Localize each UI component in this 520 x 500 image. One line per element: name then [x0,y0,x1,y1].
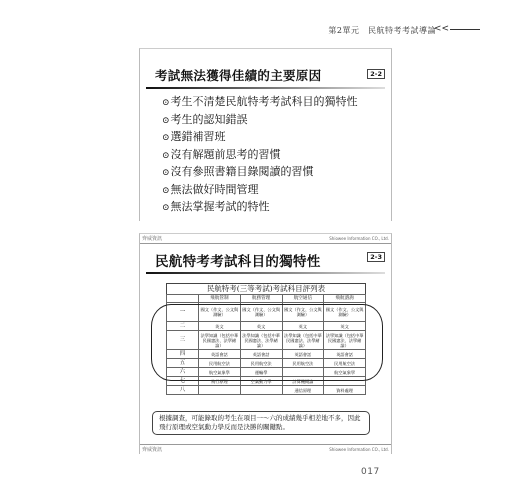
list-item: ⊙無法掌握考試的特性 [162,200,270,213]
table-cell: 空氣動力學 [240,377,282,386]
table-cell [282,368,324,377]
row-index: 五 [167,359,199,368]
table-cell: 航空氣象學 [324,368,366,377]
table-cell: 英語會話 [282,350,324,359]
brand-name: 齊威資訊 [142,447,163,453]
list-item: ⊙沒有解題前思考的習慣 [162,147,281,161]
table-cell: 航空氣象學 [199,368,241,377]
subjects-table [166,283,366,395]
title-divider [146,272,385,274]
slide-title: 考試無法獲得佳績的主要原因 [155,68,322,83]
table-cell: 英語會話 [240,350,282,359]
list-item: ⊙沒有參照書籍目錄閱讀的習慣 [162,165,314,178]
table-cell: 國文（作文、公文與測驗） [240,303,282,322]
table-cell: 通信原理 [282,386,324,395]
table-row [167,350,366,359]
row-index: 八 [167,386,199,395]
table-cell: 英文 [240,322,282,331]
table-row [167,386,366,395]
circle-dot-bullet-icon: ⊙ [162,98,170,108]
slide-subjects [139,233,392,454]
row-index: 三 [167,331,199,350]
header-cell: 飛航諮詢 [324,295,366,303]
slide-top-bar [140,234,391,244]
circle-dot-bullet-icon: ⊙ [162,150,170,161]
chapter-title: 第2單元 民航特考考試導論 [328,26,436,35]
list-item: ⊙無法做好時間管理 [162,182,259,196]
company-name: Shiowee Information CO., Ltd. [329,236,389,241]
circle-dot-bullet-icon: ⊙ [162,185,170,196]
header-cell: 航務管理 [240,295,282,303]
table-cell: 國文（作文、公文與測驗） [199,303,241,322]
slide-bottom-bar [140,444,391,454]
circle-dot-bullet-icon: ⊙ [162,203,170,213]
slide-number-badge: 2-3 [367,252,385,262]
table-cell: 民用航空法 [282,359,324,368]
table-row [167,303,366,322]
table-cell: 民用航空法 [324,359,366,368]
row-index: 四 [167,350,199,359]
title-divider [146,87,385,89]
table-cell: 法學知識（包括中華民國憲法、法學緒論） [240,331,282,350]
row-index: 一 [167,303,199,322]
table-cell: 英文 [324,322,366,331]
slide-causes [139,48,392,221]
header-arrow-icon: << [434,24,480,34]
reasons-list [162,94,358,217]
table-row [167,331,366,350]
table-cell: 民用航空法 [240,359,282,368]
table-row [167,322,366,331]
table-cell: 英語會話 [199,350,241,359]
table-cell [199,386,241,395]
table-cell: 法學知識（包括中華民國憲法、法學緒論） [282,331,324,350]
list-item: ⊙選錯補習班 [162,130,226,143]
table-cell: 法學知識（包括中華民國憲法、法學緒論） [324,331,366,350]
circle-dot-bullet-icon: ⊙ [162,115,170,126]
table-row [167,377,366,386]
table-header-row [167,295,366,303]
list-item: ⊙考生不清楚民航特考考試科目的獨特性 [162,95,358,108]
table-cell: 英文 [199,322,241,331]
table-cell: 飛行原理 [199,377,241,386]
slide-number-badge: 2-2 [367,69,385,79]
table-cell: 國文（作文、公文與測驗） [324,303,366,322]
slide-title: 民航特考考試科目的獨特性 [155,254,321,270]
brand-name: 齊威資訊 [142,236,163,242]
row-index: 二 [167,322,199,331]
company-name: Shiowee Information CO., Ltd. [329,447,389,452]
page-number: 017 [361,467,380,477]
table-row [167,368,366,377]
table-cell: 法學知識（包括中華民國憲法、法學緒論） [199,331,241,350]
table-cell: 民用航空法 [199,359,241,368]
table-caption: 民航特考(三等考試)考試科目評列表 [166,283,366,294]
table-cell: 英文 [282,322,324,331]
table-cell [240,386,282,395]
header-cell [167,295,199,303]
table-cell: 英語會話 [324,350,366,359]
row-index: 六 [167,368,199,377]
table-cell: 資料處理 [324,386,366,395]
note-box: 根據調查，可能錄取的考生在項目一～六的成績幾乎相差地不多，因此飛行原理或空氣動力學反而是決勝的關鍵點。 [152,411,370,435]
row-index: 七 [167,377,199,386]
circle-dot-bullet-icon: ⊙ [162,168,170,178]
list-item: ⊙考生的認知錯誤 [162,112,248,126]
header-cell: 航空通信 [282,295,324,303]
table-cell [324,377,366,386]
header-cell: 飛航管制 [199,295,241,303]
circle-dot-bullet-icon: ⊙ [162,133,170,143]
table-cell: 國文（作文、公文與測驗） [282,303,324,322]
table-cell: 運輸學 [240,368,282,377]
table-cell: 計算機概論 [282,377,324,386]
table-row [167,359,366,368]
